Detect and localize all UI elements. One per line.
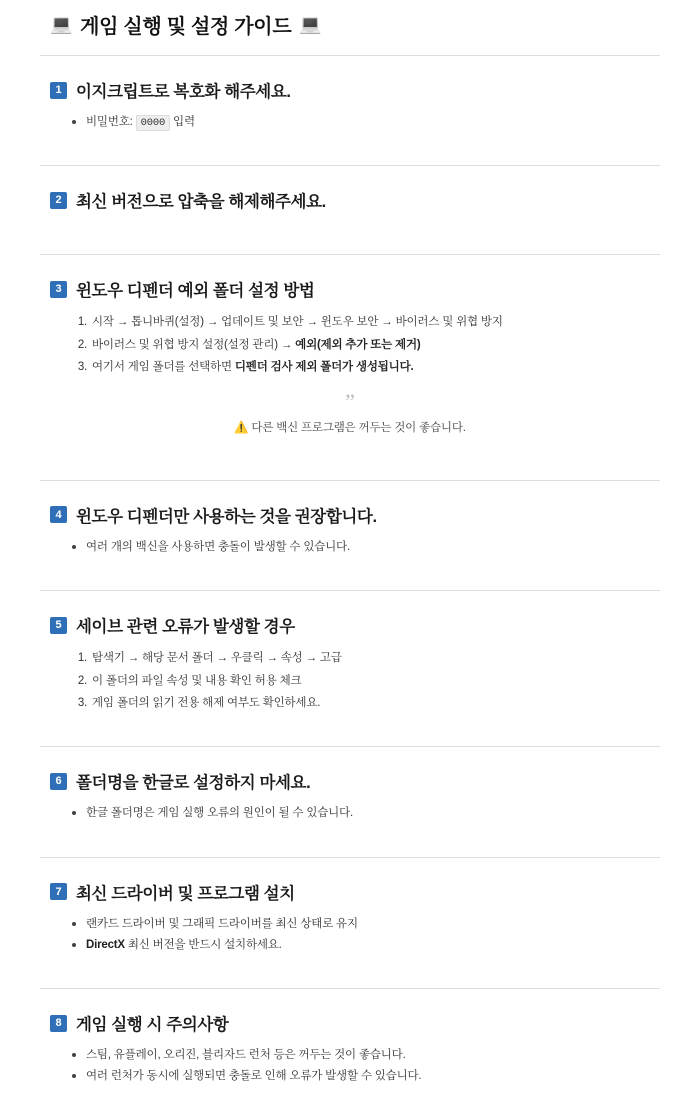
section-title: 세이브 관련 오류가 발생할 경우: [76, 618, 295, 637]
bullet-list: [40, 803, 660, 824]
note-quote: [40, 388, 660, 444]
section-body: [40, 222, 660, 238]
bullet-list: [40, 537, 660, 558]
document-page: [0, 10, 700, 1120]
password-code: 0000: [136, 115, 170, 131]
section-title: 윈도우 디펜더만 사용하는 것을 권장합니다.: [76, 507, 377, 526]
section-2: [40, 188, 660, 255]
section-heading: [50, 277, 660, 301]
quote-mark-icon: ”: [345, 388, 355, 414]
bullet-list: [40, 914, 660, 957]
list-item: 3. 게임 폴더의 읽기 전용 해제 여부도 확인하세요.: [90, 692, 660, 714]
section-heading: [50, 503, 660, 527]
section-heading: [50, 769, 660, 793]
bullet-text-bold: DirectX: [86, 938, 125, 951]
quote-body: 다른 백신 프로그램은 꺼두는 것이 좋습니다.: [251, 421, 466, 434]
section-body: [40, 311, 660, 463]
step-text-pre: 바이러스 및 위협 방지 설정(설정 관리) →: [92, 338, 296, 351]
section-body: [40, 537, 660, 574]
section-body: [40, 1045, 660, 1104]
divider: [40, 988, 660, 989]
section-number-badge: 2: [50, 192, 67, 209]
step-text-bold: 디펜더 검사 제외 폴더가 생성됩니다.: [234, 361, 414, 374]
section-body: [40, 112, 660, 149]
section-number-badge: 1: [50, 82, 67, 99]
section-6: [40, 769, 660, 857]
list-item: [86, 935, 660, 956]
list-item: 여러 개의 백신을 사용하면 충돌이 발생할 수 있습니다.: [86, 537, 660, 558]
quote-text: [234, 422, 465, 434]
divider: [40, 480, 660, 481]
section-number-badge: 8: [50, 1015, 67, 1032]
list-item: 스팀, 유플레이, 오리진, 블리자드 런처 등은 꺼두는 것이 좋습니다.: [86, 1045, 660, 1066]
laptop-icon-right: 💻: [299, 14, 322, 34]
section-number-badge: 4: [50, 506, 67, 523]
divider: [40, 165, 660, 166]
section-8: [40, 1011, 660, 1104]
section-5: [40, 613, 660, 747]
section-body: [40, 914, 660, 973]
bullet-text-post: 입력: [170, 116, 195, 128]
section-title: 최신 드라이버 및 프로그램 설치: [76, 884, 295, 903]
bullet-list: [40, 1045, 660, 1088]
divider: [40, 254, 660, 255]
list-item: 한글 폴더명은 게임 실행 오류의 원인이 될 수 있습니다.: [86, 803, 660, 824]
section-title: 최신 버전으로 압축을 해제해주세요.: [76, 193, 326, 212]
section-3: [40, 277, 660, 480]
section-number-badge: 5: [50, 617, 67, 634]
list-item: 랜카드 드라이버 및 그래픽 드라이버를 최신 상태로 유지: [86, 914, 660, 935]
section-heading: [50, 1011, 660, 1035]
divider: [40, 857, 660, 858]
section-title: 윈도우 디펜더 예외 폴더 설정 방법: [76, 282, 315, 301]
section-4: [40, 503, 660, 591]
section-title: 게임 실행 시 주의사항: [76, 1016, 229, 1035]
page-title-text: 게임 실행 및 설정 가이드: [80, 16, 292, 38]
list-item: [90, 334, 660, 356]
section-heading: [50, 880, 660, 904]
step-text-pre: 여기서 게임 폴더를 선택하면: [92, 361, 235, 374]
section-heading: [50, 78, 660, 102]
bullet-list: [40, 112, 660, 133]
list-item: 여러 런처가 동시에 실행되면 충돌로 인해 오류가 발생할 수 있습니다.: [86, 1066, 660, 1087]
divider: [40, 746, 660, 747]
laptop-icon-left: 💻: [50, 14, 73, 34]
section-7: [40, 880, 660, 990]
section-number-badge: 7: [50, 883, 67, 900]
bottom-spacer: [40, 1104, 660, 1110]
section-title: 이지크립트로 복호화 해주세요.: [76, 83, 291, 101]
list-item: 1. 탐색기 → 해당 문서 폴더 → 우클릭 → 속성 → 고급: [90, 647, 660, 669]
step-list: [40, 647, 660, 714]
section-heading: [50, 613, 660, 637]
divider: [40, 590, 660, 591]
page-title: [50, 10, 660, 39]
section-1: [40, 78, 660, 166]
bullet-text-pre: 비밀번호:: [86, 116, 136, 128]
section-title: 폴더명을 한글로 설정하지 마세요.: [76, 774, 311, 793]
section-number-badge: 6: [50, 773, 67, 790]
section-number-badge: 3: [50, 281, 67, 298]
bullet-text-post: 최신 버전을 반드시 설치하세요.: [124, 938, 282, 951]
list-item: 1. 시작 → 톱니바퀴(설정) → 업데이트 및 보안 → 윈도우 보안 → 바이러스 및 위협 방지: [90, 311, 660, 333]
list-item: [86, 112, 660, 133]
list-item: 2. 이 폴더의 파일 속성 및 내용 확인 허용 체크: [90, 670, 660, 692]
warning-icon: ⚠️: [234, 421, 249, 434]
section-body: [40, 803, 660, 840]
section-body: [40, 647, 660, 730]
divider: [40, 55, 660, 56]
step-list: [40, 311, 660, 378]
section-heading: [50, 188, 660, 212]
list-item: [90, 356, 660, 378]
step-text-bold: 예외(제외 추가 또는 제거): [295, 338, 421, 351]
